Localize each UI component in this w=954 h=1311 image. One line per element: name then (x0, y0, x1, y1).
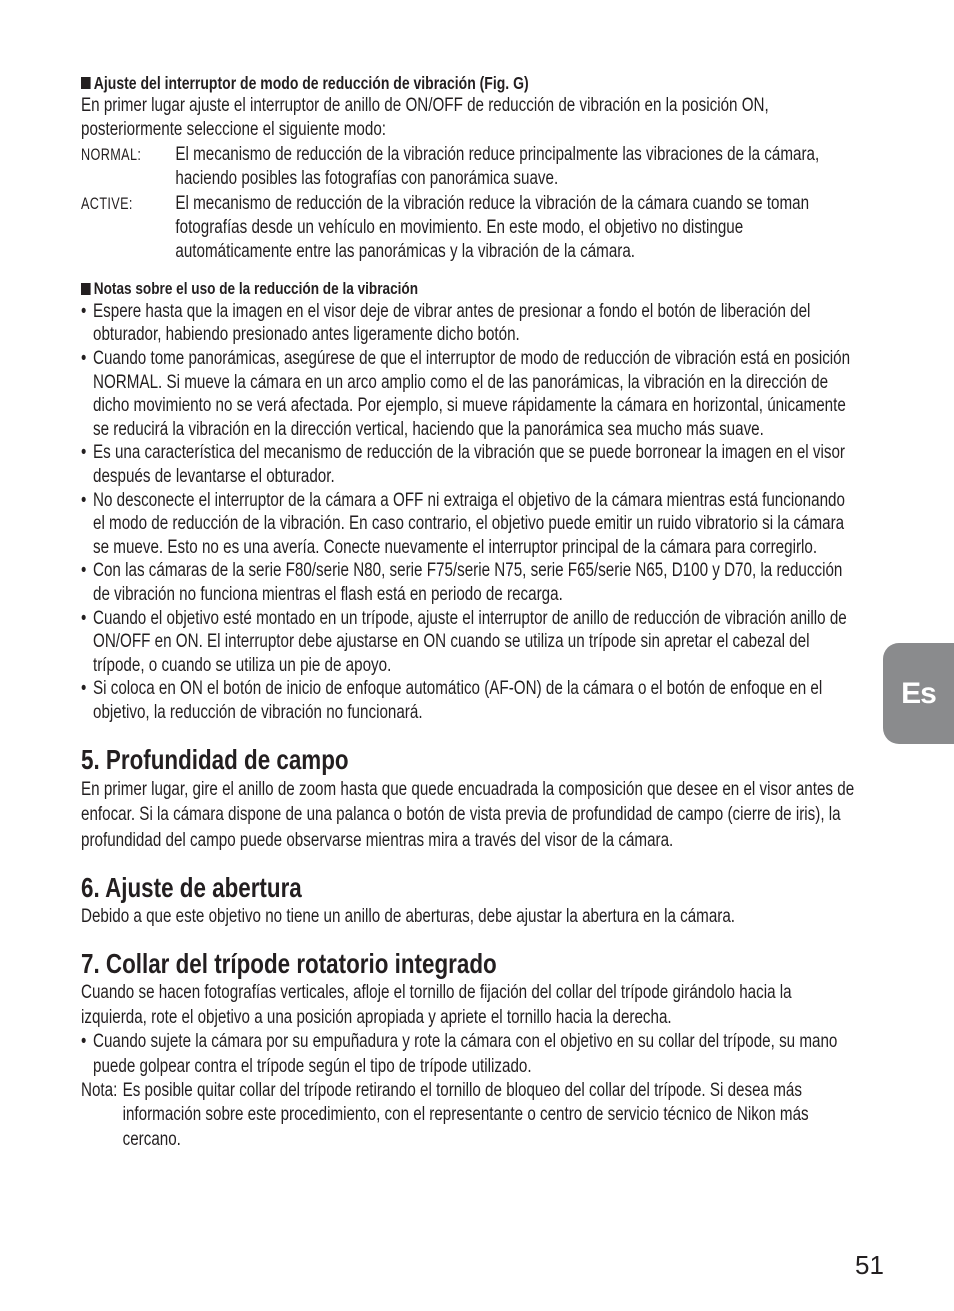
vr-switch-heading (81, 72, 859, 94)
page-number: 51 (855, 1250, 884, 1280)
square-bullet-icon (81, 77, 91, 89)
list-item: • Con las cámaras de la serie F80/serie N80, serie F75/serie N75, serie F65/serie N65, D100 y D70, la reducción de vibración no funciona mientras el flash está en periodo de recarga. (81, 560, 843, 605)
section-7-heading: 7. Collar del trípode rotatorio integrado (81, 948, 497, 980)
bullet-icon: • (81, 607, 87, 629)
language-tab (883, 643, 954, 744)
bullet-icon: • (81, 300, 87, 322)
list-item: • No desconecte el interruptor de la cámara a OFF ni extraiga el objetivo de la cámara mientras está funcionando el modo de reducción de la vibración. En caso contrario, el objetivo puede emitir un ruido vibratorio si la cámara se mueve. Esto no es una avería. Conecte nuevamente el interruptor principal de la cámara para corregirlo. (81, 489, 845, 558)
vr-switch-heading-text: Ajuste del interruptor de modo de reducción de vibración (Fig. G) (93, 73, 529, 93)
page-text-block (81, 72, 859, 1152)
mode-description: El mecanismo de reducción de la vibración reduce principalmente las vibraciones de la cámara, haciendo posibles las fotografías con panorámica suave. (175, 143, 820, 190)
list-item: • Es una característica del mecanismo de reducción de la vibración que se puede borronear la imagen en el visor después de levantarse el obturador. (81, 442, 845, 487)
section-7-body: Cuando se hacen fotografías verticales, afloje el tornillo de fijación del collar del trípode girándolo hacia la izquierda, rote el objetivo a una posición apropiada y apriete el tornillo hacia la derecha. (81, 982, 792, 1028)
section-5-heading: 5. Profundidad de campo (81, 743, 349, 775)
note-block (81, 1079, 859, 1152)
list-item: • Si coloca en ON el botón de inicio de enfoque automático (AF-ON) de la cámara o el botón de enfoque en el objetivo, la reducción de vibración no funcionará. (81, 678, 823, 723)
bullet-icon: • (81, 1031, 87, 1053)
note-label: Nota: (81, 1080, 118, 1102)
mode-row-normal (81, 143, 859, 192)
mode-description: El mecanismo de reducción de la vibración reduce la vibración de la cámara cuando se toman fotografías desde un vehículo en movimiento. En este modo, el objetivo no distingue automáticamente entre las panorámicas y la vibración de la cámara. (175, 192, 810, 263)
vr-notes-heading-text: Notas sobre el uso de la reducción de la vibración (93, 278, 419, 298)
section-6-heading: 6. Ajuste de abertura (81, 872, 302, 904)
vr-notes-heading (81, 278, 859, 300)
mode-term: NORMAL: (81, 144, 142, 164)
bullet-icon: • (81, 678, 87, 700)
vr-switch-intro: En primer lugar ajuste el interruptor de anillo de ON/OFF de reducción de vibración en la posición ON, posteriormente seleccione el siguiente modo: (81, 95, 769, 141)
mode-row-active (81, 192, 859, 265)
square-bullet-icon (81, 283, 91, 295)
note-text: Es posible quitar collar del trípode retirando el tornillo de bloqueo del collar del trípode. Si desea más información sobre este procedimiento, con el representante o centro de servicio técnico de Nikon más cercano. (122, 1080, 809, 1150)
section-6-body: Debido a que este objetivo no tiene un anillo de aberturas, debe ajustar la abertura en la cámara. (81, 906, 736, 928)
bullet-icon: • (81, 442, 87, 464)
list-item: • Cuando el objetivo esté montado en un trípode, ajuste el interruptor de anillo de reducción de vibración anillo de ON/OFF en ON. El interruptor debe ajustarse en ON cuando se utiliza un trípode sin apretar el cabezal del trípode, o cuando se utiliza un pie de apoyo. (81, 607, 847, 676)
bullet-icon: • (81, 348, 87, 370)
page-content (81, 72, 859, 1152)
language-tab-label: Es (901, 676, 936, 710)
section-5-body: En primer lugar, gire el anillo de zoom hasta que quede encuadrada la composición que desee en el visor antes de enfocar. Si la cámara dispone de una palanca o botón de vista previa de profundidad de campo (cierre de iris), la profundidad del campo puede observarse mientras mira a través del visor de la cámara. (81, 778, 855, 851)
bullet-icon: • (81, 489, 87, 511)
mode-term: ACTIVE: (81, 193, 133, 213)
bullet-icon: • (81, 560, 87, 582)
list-item: • Cuando sujete la cámara por su empuñadura y rote la cámara con el objetivo en su collar del trípode, su mano puede golpear contra el trípode según el tipo de trípode utilizado. (81, 1030, 859, 1079)
list-item: • Cuando tome panorámicas, asegúrese de que el interruptor de modo de reducción de vibración está en posición NORMAL. Si mueve la cámara en un arco amplio como el de las panorámicas, la vibración en la dirección de dicho movimiento no se verá afectada. Por ejemplo, si mueve rápidamente la cámara en horizontal, únicamente se reducirá la vibración en la dirección vertical, haciendo que la panorámica sea mucho más suave. (81, 348, 851, 440)
list-item: • Espere hasta que la imagen en el visor deje de vibrar antes de presionar a fondo el botón de liberación del obturador, habiendo presionado antes ligeramente dicho botón. (81, 300, 811, 346)
